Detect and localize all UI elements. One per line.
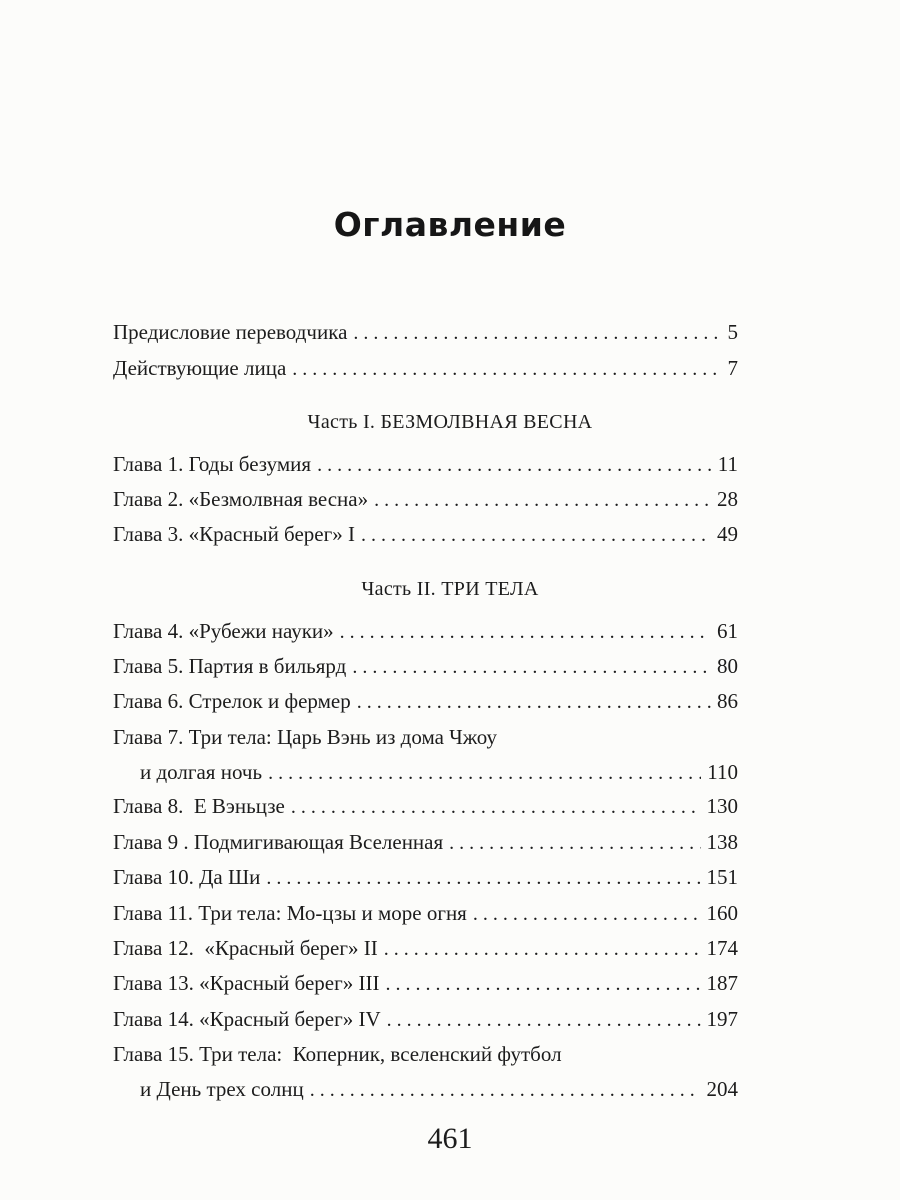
leader-dots (374, 484, 711, 515)
entry-label: Глава 6. Стрелок и фермер (113, 689, 351, 713)
page-number: 461 (427, 1122, 473, 1155)
entry-page: 86 (717, 689, 738, 713)
toc-entry (113, 862, 738, 892)
leader-dots (473, 898, 701, 929)
entry-page: 187 (706, 971, 738, 995)
entry-page: 151 (706, 865, 738, 889)
entry-page: 130 (706, 794, 738, 818)
entry-label: Глава 11. Три тела: Мо-цзы и море огня (113, 901, 467, 925)
entry-label: Глава 10. Да Ши (113, 865, 261, 889)
entry-page: 138 (706, 830, 738, 854)
toc-entry (113, 968, 738, 998)
entry-page: 197 (706, 1007, 738, 1031)
entry-page: 49 (717, 522, 738, 546)
entry-label: Предисловие переводчика (113, 320, 348, 344)
page-title: Оглавление (333, 205, 567, 244)
entry-page: 11 (717, 452, 738, 476)
part-heading: Часть II. ТРИ ТЕЛА (361, 578, 539, 600)
entry-page: 160 (706, 901, 738, 925)
leader-dots (352, 651, 711, 682)
entry-label: Глава 3. «Красный берег» I (113, 522, 355, 546)
toc-entry (140, 757, 738, 787)
entry-page: 28 (717, 487, 738, 511)
entry-page: 5 (727, 320, 738, 344)
leader-dots (340, 616, 711, 647)
entry-label: Глава 2. «Безмолвная весна» (113, 487, 369, 511)
toc-entry (113, 791, 738, 821)
entry-label: Глава 9 . Подмигивающая Вселенная (113, 830, 444, 854)
toc-entry (113, 449, 738, 479)
entry-page: 80 (717, 654, 738, 678)
entry-label-continued: и День трех солнц (140, 1077, 304, 1101)
entry-label-continued: и долгая ночь (140, 760, 263, 784)
entry-page: 61 (717, 619, 738, 643)
toc-entry (113, 827, 738, 857)
toc-entry (113, 317, 738, 347)
entry-page: 7 (727, 356, 738, 380)
toc-entry (113, 1004, 738, 1034)
toc-entry (140, 1074, 738, 1104)
leader-dots (317, 449, 712, 480)
toc-entry (113, 898, 738, 928)
toc-entry (113, 933, 738, 963)
toc-entry-first-line: Глава 7. Три тела: Царь Вэнь из дома Чжоу (113, 725, 497, 749)
toc-entry (113, 651, 738, 681)
leader-dots (266, 862, 700, 893)
entry-label: Глава 13. «Красный берег» III (113, 971, 380, 995)
toc-entry (113, 484, 738, 514)
entry-page: 204 (706, 1077, 738, 1101)
leader-dots (357, 686, 711, 717)
toc-entry (113, 686, 738, 716)
leader-dots (384, 933, 701, 964)
toc-entry (113, 616, 738, 646)
entry-label: Глава 1. Годы безумия (113, 452, 312, 476)
entry-label: Глава 4. «Рубежи науки» (113, 619, 334, 643)
entry-label: Глава 5. Партия в бильярд (113, 654, 347, 678)
entry-label: Глава 8. Е Вэньцзе (113, 794, 285, 818)
entry-label: Глава 14. «Красный берег» IV (113, 1007, 381, 1031)
part-heading: Часть I. БЕЗМОЛВНАЯ ВЕСНА (307, 411, 593, 433)
leader-dots (385, 968, 700, 999)
toc-entry (113, 519, 738, 549)
entry-label: Действующие лица (113, 356, 287, 380)
leader-dots (449, 827, 700, 858)
leader-dots (353, 317, 721, 348)
entry-page: 110 (707, 760, 738, 784)
leader-dots (387, 1004, 701, 1035)
entry-label: Глава 12. «Красный берег» II (113, 936, 378, 960)
leader-dots (268, 757, 701, 788)
toc-entry (113, 353, 738, 383)
entry-page: 174 (706, 936, 738, 960)
toc-entry-first-line: Глава 15. Три тела: Коперник, вселенский футбол (113, 1042, 562, 1066)
leader-dots (291, 791, 701, 822)
leader-dots (310, 1074, 701, 1105)
leader-dots (292, 353, 721, 384)
leader-dots (361, 519, 711, 550)
